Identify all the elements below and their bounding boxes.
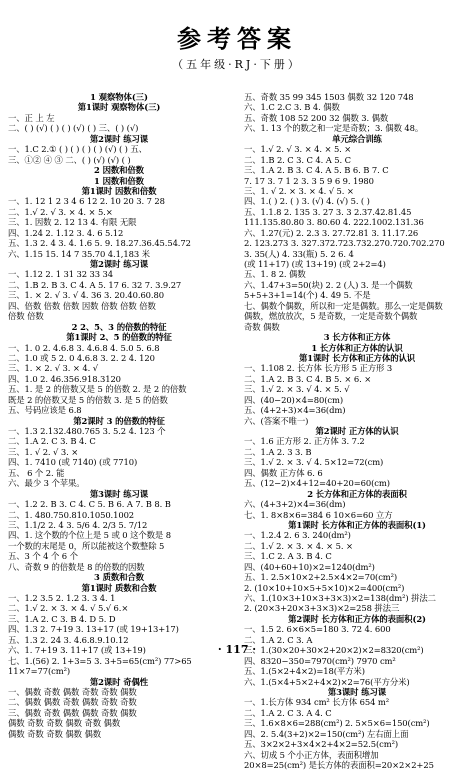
answer-line: 倍数 倍数 — [8, 311, 44, 322]
answer-line: 五、奇数 35 99 345 1503 偶数 32 120 748 — [244, 92, 414, 102]
answer-line: 一、1.2 2. B 3. C 4. C 5. B 6. A 7. B 8. B — [8, 499, 171, 510]
answer-line: 二、1.A 2. 3 3. B — [244, 446, 312, 457]
answer-line: 六、1.(5×4+5×2+4×2)×2=76(平方分米) — [244, 676, 410, 687]
answer-line: 一、1.长方体 934 cm² 长方体 654 m² — [244, 697, 389, 708]
answer-line: 五、1.(5×2+4×2)=18(平方米) — [244, 666, 365, 677]
answer-line: 二、( ) (√) ( ) ( ) (√) ( ) 三、( ) (√) — [8, 123, 139, 134]
section-heading: 第1课时 质数和合数 — [81, 582, 157, 593]
answer-line: 111.135.80.80 3. 80.60 4. 222.1002.131.36 — [244, 217, 424, 228]
answer-line: 六、切成 5 个小正方体，表面积增加 — [244, 749, 379, 760]
answer-line: 三、1.1/2 2. 4 3. 5/6 4. 2/3 5. 7/12 — [8, 519, 148, 530]
answer-line: 四、1. 这个数的个位上是 5 或 0 这个数是 8 — [8, 530, 171, 541]
answer-column-right — [244, 92, 470, 770]
answer-line: 一、1. 12 1 2 3 4 6 12 2. 10 20 3. 7 28 — [8, 196, 165, 207]
answer-line: 三、1.6×8×6=288(cm²) 2. 5×5×6=150(cm²) — [244, 718, 430, 729]
section-heading: 第1课时 长方体和正方体的认识 — [298, 352, 416, 363]
answer-line: 三、偶数 奇数 偶数 偶数 奇数 偶数 — [8, 707, 137, 718]
answer-line: 七、1. 8×8×6=384 6 10×6=60 立方 — [244, 509, 393, 520]
answer-line: 二、偶数 偶数 奇数 偶数 奇数 奇数 — [8, 697, 137, 708]
answer-line: 四、(40+60+10)×2=1240(dm²) — [244, 561, 375, 572]
answer-line: 六、(答案不唯一) — [244, 415, 309, 426]
answer-line: 2. (20×3+20×3+3×3)×2=258 拼法三 — [244, 603, 400, 614]
answer-line: 2. 123.273 3. 327.372.723.732.270.720.702.270 — [244, 238, 445, 249]
answer-line: 三、1.(30×20+30×2+20×2)×2=8320(cm²) — [244, 645, 424, 656]
answer-line: 二、1.0 或 5 2. 0 4.6.8 3. 2. 2 4. 120 — [8, 352, 155, 363]
answer-line: 二、1.A 2. B 3. C 4. B 5. × 6. × — [244, 373, 372, 384]
answer-line: 八、奇数 9 的倍数是 8 的倍数的因数 — [8, 561, 145, 572]
answer-line: 3. 35(人) 4. 33(瓶) 5. 2 6. 4 — [244, 248, 354, 259]
answer-line: 五、奇数 108 52 200 32 偶数 3. 偶数 — [244, 112, 389, 123]
answer-line: 三、1. 因数 2. 12 13 4. 有限 无限 — [8, 217, 137, 228]
answer-line: 四、1.( ) 2. ( ) 3. (√) 4. (√) 5. ( ) — [244, 196, 370, 207]
answer-line: 五、1.3 2. 24 3. 4.6.8.9.10.12 — [8, 634, 129, 645]
answer-line: 六、1. 7+19 3. 11+17 (或 13+19) — [8, 645, 146, 656]
answer-line: 一、1.C 2.① ( ) ( ) ( ) ( ) (√) ( ) 五、 — [8, 144, 147, 155]
section-heading: 第3课时 练习课 — [89, 488, 149, 499]
section-heading: 第3课时 练习课 — [327, 686, 387, 697]
answer-line: 七、偶数个偶数，所以和一定是偶数。那么一定是偶数 — [244, 300, 443, 311]
answer-line: 一、1.5 2. 6×6×5=180 3. 72 4. 600 — [244, 624, 391, 635]
answer-line: 一、1.3 2.132.480.765 3. 5.2 4. 123 个 — [8, 426, 166, 436]
answer-line: 六、1.(10×3+10×3+3×3)×2=138(dm²) 拼法二 — [244, 593, 436, 603]
answer-line: 六、最少 3 个苹果。 — [8, 478, 85, 489]
answer-line: 五、1. 是 2 的倍数又是 5 的倍数 2. 是 2 的倍数 — [8, 384, 187, 395]
answer-line: 5+5+3+1=14(个) 4. 49 5. 不是 — [244, 290, 371, 301]
section-heading: 第2课时 练习课 — [89, 259, 149, 269]
answer-line: 二、1.A 2. C 3. B 4. C — [8, 436, 96, 447]
section-heading: 第1课时 长方体和正方体的表面积(1) — [288, 519, 426, 530]
answer-line: 偶数，燃放放次，5 是奇数，一定是奇数个偶数 — [244, 311, 418, 322]
answer-line: 六、(4+3+2)×4=36(dm) — [244, 499, 346, 510]
section-heading: 2 长方体和正方体的表面积 — [307, 488, 407, 499]
section-heading: 1 观察物体(三) — [90, 92, 148, 102]
answer-line: 六、1.47+3=50(块) 2. 2 (人) 3. 是一个偶数 — [244, 279, 413, 290]
answer-line: 五、3×2×2+3×4×2+4×2=52.5(cm²) — [244, 739, 398, 750]
section-heading: 3 质数和合数 — [94, 572, 144, 583]
section-heading: 2 2、5、3 的倍数的特征 — [71, 321, 167, 332]
section-heading: 1 长方体和正方体的认识 — [311, 342, 403, 353]
answer-line: 11×7=77(cm²) — [8, 666, 71, 677]
answer-line: 七、1.(56) 2. 1+3=5 3. 3+5=65(cm²) 77>65 — [8, 655, 192, 666]
answer-column-left — [8, 92, 230, 739]
answer-line: 一、1.√ 2. √ 3. × 4. × 5. × — [244, 144, 352, 155]
answer-line: 三、1. √ 2. √ 3. × — [8, 446, 79, 457]
answer-line: 四、(40−20)×4=80(cm) — [244, 394, 344, 405]
answer-line: 二、1.A 2. C 3. A — [244, 634, 313, 645]
section-heading: 1 因数和倍数 — [94, 175, 144, 186]
answer-line: 一、正 上 左 — [8, 112, 55, 123]
answer-line: 一、1.2 3.5 2. 1.2 3. 3 4. 1 — [8, 593, 116, 603]
answer-line: (或 11+17) (或 13+19) (或 2+2=4) — [244, 259, 386, 269]
answer-line: 三、1.C 2. A 3. B 4. C — [244, 551, 332, 562]
answer-line: 2. (10×10+10×5+5×10)×2=400(cm²) — [244, 582, 405, 593]
answer-line: 一个数的末尾是 0，所以能被这个数整除 5 — [8, 540, 165, 551]
answer-line: 一、1.6 正方形 2. 正方体 3. 7.2 — [244, 436, 365, 447]
answer-line: 六、1.15 15. 14 7 35.70 4.1,183 米 — [8, 248, 150, 259]
answer-line: 三、①② ④ ③ 二、( ) (√) (√) ( ) — [8, 154, 131, 165]
section-heading: 第2课时 长方体和正方体的表面积(2) — [288, 613, 426, 624]
answer-line: 四、偶数 正方体 6. 6 — [244, 467, 323, 478]
section-heading: 第1课时 2、5 的倍数的特征 — [66, 332, 172, 343]
answer-line: 一、1.12 2. 1 31 32 33 34 — [8, 269, 114, 280]
answer-line: 奇数 偶数 — [244, 321, 280, 332]
page-subtitle: （五年级·RJ·下册） — [172, 58, 302, 71]
section-heading: 2 因数和倍数 — [94, 165, 144, 176]
answer-line: 五、号码应该是 6.8 — [8, 405, 82, 416]
answer-line: 二、1.√ 2. √ 3. × 4. × 5.× — [8, 206, 113, 217]
answer-line: 四、2. 5.4(3+2)×2=150(cm²) 左右面上面 — [244, 728, 409, 739]
answer-line: 一、1.2.4 2. 6 3. 240(dm²) — [244, 530, 351, 541]
section-heading: 第2课时 奇偶性 — [89, 676, 149, 687]
answer-line: 二、1. 480.750.810.1050.1002 — [8, 509, 135, 520]
answer-line: 三、1. × 2. √ 3. √ 4. 36 3. 20.40.60.80 — [8, 290, 164, 301]
section-heading: 单元综合训练 — [332, 133, 382, 144]
answer-line: 一、1.108 2. 长方体 长方形 5 正方形 3 — [244, 363, 393, 374]
answer-line: 四、8320−350=7970(cm²) 7970 cm² — [244, 655, 396, 666]
answer-line: 六、1.27(元) 2. 2.3 3. 27.72.81 3. 11.17.26 — [244, 227, 419, 238]
answer-line: 四、1.3 2. 7+19 3. 13+17 (或 19+13+17) — [8, 624, 179, 635]
answer-line: 7. 17 3. 7 1 2 3. 3 5 9 6 9. 1980 — [244, 175, 374, 186]
answer-line: 五、 6 个 2. 能 — [8, 467, 65, 478]
answer-line: 五、1.1.8 2. 135 3. 27 3. 3 2.37.42.81.45 — [244, 206, 412, 217]
answer-line: 一、1. 0 2. 4.6.8 3. 4.6.8 4. 5.0 5. 6.8 — [8, 342, 160, 353]
section-heading: 3 长方体和正方体 — [323, 332, 391, 343]
answer-line: 四、1.24 2. 1.12 3. 4. 6 5.12 — [8, 227, 124, 238]
answer-line: 三、1.√ 2. × 3. √ 4. × 5. √ — [244, 384, 350, 395]
answer-line: 四、倍数 倍数 倍数 因数 倍数 倍数 倍数 — [8, 300, 156, 311]
section-heading: 第2课时 3 的倍数的特征 — [73, 415, 165, 426]
answer-line: 五、3 个 4 个 6 个 — [8, 551, 78, 562]
answer-line: 二、1.√ 2. × 3. × 4. √ 5.√ 6.× — [8, 603, 129, 614]
answer-line: 五、1. 8 2. 偶数 — [244, 269, 306, 280]
answer-line: 六、1. 13 个的数之和一定是奇数；3. 偶数 48。 — [244, 123, 424, 134]
answer-line: 五、(4+2+3)×4=36(dm) — [244, 405, 346, 416]
answer-line: 20×8=25(cm²) 是长方体的表面积=20×2×2+25 — [244, 760, 434, 770]
answer-line: 三、1. × 2. √ 3. × 4. √ — [8, 363, 98, 374]
page-title: 参考答案 — [177, 24, 297, 53]
answer-line: 五、1.3 2. 4 3. 4. 1.6 5. 9. 18.27.36.45.54.72 — [8, 238, 191, 249]
answer-line: 四、1. 7410 (或 7140) (或 7710) — [8, 457, 138, 468]
section-heading: 第1课时 因数和倍数 — [81, 185, 157, 196]
answer-line: 偶数 奇数 奇数 偶数 偶数 — [8, 728, 101, 739]
answer-line: 三、1. √ 2. × 3. × 4. √ 5. × — [244, 185, 354, 196]
answer-line: 二、1.B 2. C 3. C 4. A 5. C — [244, 154, 351, 165]
answer-line: 既是 2 的倍数又是 5 的倍数 3. 是 5 的倍数 — [8, 394, 168, 405]
answer-line: 一、偶数 奇数 偶数 奇数 奇数 偶数 — [8, 686, 137, 697]
answer-line: 三、1.A 2. C 3. B 4. D 5. D — [8, 613, 116, 624]
answer-line: 五、(12−2)×4+12=40+20=60(cm) — [244, 478, 390, 489]
section-heading: 第2课时 练习课 — [89, 133, 149, 144]
answer-line: 二、1.√ 2. × 3. × 4. × 5. × — [244, 540, 353, 551]
answer-line: 二、1.A 2. C 3. A 4. C — [244, 707, 332, 718]
header — [0, 24, 474, 74]
answer-line: 三、1.A 2. B 3. C 4. A 5. B 6. B 7. C — [244, 165, 389, 176]
answer-line: 偶数 奇数 奇数 偶数 奇数 偶数 — [8, 718, 121, 729]
answer-line: 二、1.B 2. B 3. C 4. A 5. 17 6. 32 7. 3.9.27 — [8, 279, 182, 290]
answer-line: 四、1.0 2. 46.356.918.3120 — [8, 373, 121, 384]
answer-line: 六、1.C 2.C 3. B 4. 偶数 — [244, 102, 340, 113]
answer-line: 五、1. 2.5×10×2+2.5×4×2=70(cm²) — [244, 572, 398, 583]
section-heading: 第1课时 观察物体(三) — [77, 102, 161, 113]
section-heading: 第2课时 正方体的认识 — [315, 426, 399, 436]
answer-line: 三、1.√ 2. × 3. √ 4. 5×12=72(cm) — [244, 457, 384, 468]
page-number: · 117 · — [217, 643, 257, 656]
